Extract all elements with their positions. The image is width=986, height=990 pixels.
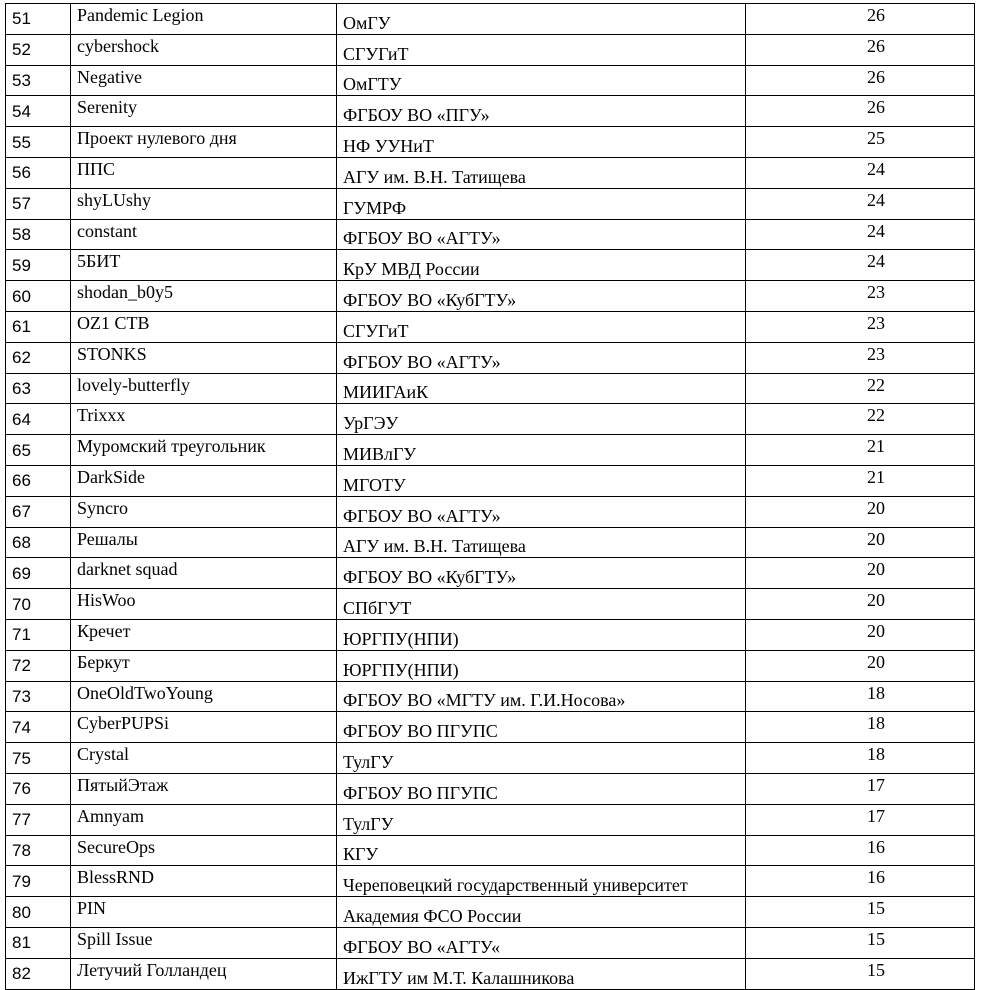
rank-cell: 68 [6, 527, 71, 558]
team-name-cell: DarkSide [71, 465, 337, 496]
university-cell: ЮРГПУ(НПИ) [337, 650, 746, 681]
rank-cell: 59 [6, 250, 71, 281]
table-row [6, 404, 975, 435]
team-name-cell: shyLUshy [71, 188, 337, 219]
rank-cell: 81 [6, 927, 71, 958]
score-cell: 16 [746, 866, 975, 897]
team-name-cell: OZ1 CTB [71, 311, 337, 342]
team-name-cell: Trixxx [71, 404, 337, 435]
table-row [6, 527, 975, 558]
table-row [6, 773, 975, 804]
score-cell: 22 [746, 404, 975, 435]
university-cell: ФГБОУ ВО «ПГУ» [337, 96, 746, 127]
score-cell: 23 [746, 281, 975, 312]
rank-cell: 58 [6, 219, 71, 250]
score-cell: 17 [746, 804, 975, 835]
team-name-cell: darknet squad [71, 558, 337, 589]
university-cell: ФГБОУ ВО «КубГТУ» [337, 281, 746, 312]
table-row [6, 650, 975, 681]
team-name-cell: 5БИТ [71, 250, 337, 281]
rank-cell: 66 [6, 465, 71, 496]
university-cell: ГУМРФ [337, 188, 746, 219]
team-name-cell: Муромский треугольник [71, 435, 337, 466]
table-row [6, 804, 975, 835]
table-row [6, 127, 975, 158]
university-cell: ФГБОУ ВО ПГУПС [337, 712, 746, 743]
rank-cell: 55 [6, 127, 71, 158]
rank-cell: 79 [6, 866, 71, 897]
results-table [5, 3, 975, 990]
table-row [6, 188, 975, 219]
rank-cell: 73 [6, 681, 71, 712]
score-cell: 25 [746, 127, 975, 158]
score-cell: 26 [746, 4, 975, 35]
rank-cell: 76 [6, 773, 71, 804]
team-name-cell: Serenity [71, 96, 337, 127]
table-row [6, 342, 975, 373]
university-cell: ФГБОУ ВО «АГТУ» [337, 342, 746, 373]
score-cell: 20 [746, 496, 975, 527]
score-cell: 18 [746, 681, 975, 712]
table-row [6, 311, 975, 342]
table-row [6, 157, 975, 188]
score-cell: 20 [746, 558, 975, 589]
score-cell: 20 [746, 527, 975, 558]
table-row [6, 897, 975, 928]
university-cell: ФГБОУ ВО «МГТУ им. Г.И.Носова» [337, 681, 746, 712]
university-cell: ФГБОУ ВО «КубГТУ» [337, 558, 746, 589]
score-cell: 18 [746, 712, 975, 743]
table-row [6, 681, 975, 712]
score-cell: 24 [746, 157, 975, 188]
university-cell: КГУ [337, 835, 746, 866]
university-cell: ФГБОУ ВО ПГУПС [337, 773, 746, 804]
table-row [6, 250, 975, 281]
score-cell: 24 [746, 188, 975, 219]
score-cell: 26 [746, 34, 975, 65]
score-cell: 22 [746, 373, 975, 404]
table-row [6, 219, 975, 250]
table-row [6, 34, 975, 65]
table-row [6, 435, 975, 466]
rank-cell: 77 [6, 804, 71, 835]
rank-cell: 74 [6, 712, 71, 743]
rank-cell: 53 [6, 65, 71, 96]
team-name-cell: Кречет [71, 619, 337, 650]
rank-cell: 65 [6, 435, 71, 466]
table-row [6, 958, 975, 989]
rank-cell: 54 [6, 96, 71, 127]
team-name-cell: SecureOps [71, 835, 337, 866]
rank-cell: 78 [6, 835, 71, 866]
rank-cell: 61 [6, 311, 71, 342]
rank-cell: 63 [6, 373, 71, 404]
team-name-cell: Spill Issue [71, 927, 337, 958]
rank-cell: 62 [6, 342, 71, 373]
team-name-cell: Летучий Голландец [71, 958, 337, 989]
team-name-cell: shodan_b0y5 [71, 281, 337, 312]
team-name-cell: PIN [71, 897, 337, 928]
rank-cell: 75 [6, 743, 71, 774]
score-cell: 17 [746, 773, 975, 804]
rank-cell: 64 [6, 404, 71, 435]
team-name-cell: Syncro [71, 496, 337, 527]
university-cell: МИВлГУ [337, 435, 746, 466]
table-row [6, 281, 975, 312]
table-row [6, 465, 975, 496]
rank-cell: 82 [6, 958, 71, 989]
university-cell: ТулГУ [337, 743, 746, 774]
rank-cell: 69 [6, 558, 71, 589]
team-name-cell: Negative [71, 65, 337, 96]
score-cell: 20 [746, 619, 975, 650]
university-cell: НФ УУНиТ [337, 127, 746, 158]
university-cell: МГОТУ [337, 465, 746, 496]
team-name-cell: ППС [71, 157, 337, 188]
score-cell: 20 [746, 589, 975, 620]
university-cell: ТулГУ [337, 804, 746, 835]
rank-cell: 67 [6, 496, 71, 527]
table-row [6, 743, 975, 774]
rank-cell: 70 [6, 589, 71, 620]
rank-cell: 52 [6, 34, 71, 65]
table-row [6, 589, 975, 620]
score-cell: 18 [746, 743, 975, 774]
rank-cell: 56 [6, 157, 71, 188]
team-name-cell: lovely-butterfly [71, 373, 337, 404]
rank-cell: 51 [6, 4, 71, 35]
table-row [6, 4, 975, 35]
score-cell: 21 [746, 465, 975, 496]
score-cell: 23 [746, 342, 975, 373]
team-name-cell: HisWoo [71, 589, 337, 620]
score-cell: 24 [746, 250, 975, 281]
score-cell: 15 [746, 897, 975, 928]
table-row [6, 496, 975, 527]
rank-cell: 80 [6, 897, 71, 928]
team-name-cell: STONKS [71, 342, 337, 373]
score-cell: 26 [746, 96, 975, 127]
team-name-cell: Crystal [71, 743, 337, 774]
university-cell: ФГБОУ ВО «АГТУ« [337, 927, 746, 958]
university-cell: ОмГТУ [337, 65, 746, 96]
rank-cell: 71 [6, 619, 71, 650]
table-row [6, 373, 975, 404]
university-cell: СГУГиТ [337, 34, 746, 65]
score-cell: 15 [746, 927, 975, 958]
score-cell: 26 [746, 65, 975, 96]
university-cell: МИИГАиК [337, 373, 746, 404]
university-cell: СПбГУТ [337, 589, 746, 620]
score-cell: 20 [746, 650, 975, 681]
score-cell: 15 [746, 958, 975, 989]
university-cell: ИжГТУ им М.Т. Калашникова [337, 958, 746, 989]
university-cell: УрГЭУ [337, 404, 746, 435]
score-cell: 21 [746, 435, 975, 466]
team-name-cell: BlessRND [71, 866, 337, 897]
rank-cell: 60 [6, 281, 71, 312]
university-cell: КрУ МВД России [337, 250, 746, 281]
team-name-cell: constant [71, 219, 337, 250]
table-row [6, 835, 975, 866]
team-name-cell: Pandemic Legion [71, 4, 337, 35]
table-row [6, 96, 975, 127]
team-name-cell: Проект нулевого дня [71, 127, 337, 158]
rank-cell: 72 [6, 650, 71, 681]
university-cell: Академия ФСО России [337, 897, 746, 928]
university-cell: Череповецкий государственный университет [337, 866, 746, 897]
rank-cell: 57 [6, 188, 71, 219]
team-name-cell: OneOldTwoYoung [71, 681, 337, 712]
team-name-cell: ПятыйЭтаж [71, 773, 337, 804]
university-cell: СГУГиТ [337, 311, 746, 342]
score-cell: 16 [746, 835, 975, 866]
table-row [6, 619, 975, 650]
table-row [6, 927, 975, 958]
university-cell: ЮРГПУ(НПИ) [337, 619, 746, 650]
table-row [6, 866, 975, 897]
university-cell: ФГБОУ ВО «АГТУ» [337, 496, 746, 527]
team-name-cell: Amnyam [71, 804, 337, 835]
score-cell: 24 [746, 219, 975, 250]
university-cell: АГУ им. В.Н. Татищева [337, 527, 746, 558]
team-name-cell: Решалы [71, 527, 337, 558]
team-name-cell: cybershock [71, 34, 337, 65]
table-row [6, 558, 975, 589]
table-row [6, 712, 975, 743]
team-name-cell: CyberPUPSi [71, 712, 337, 743]
university-cell: ОмГУ [337, 4, 746, 35]
team-name-cell: Беркут [71, 650, 337, 681]
university-cell: АГУ им. В.Н. Татищева [337, 157, 746, 188]
table-row [6, 65, 975, 96]
university-cell: ФГБОУ ВО «АГТУ» [337, 219, 746, 250]
results-table-body [6, 4, 975, 990]
score-cell: 23 [746, 311, 975, 342]
